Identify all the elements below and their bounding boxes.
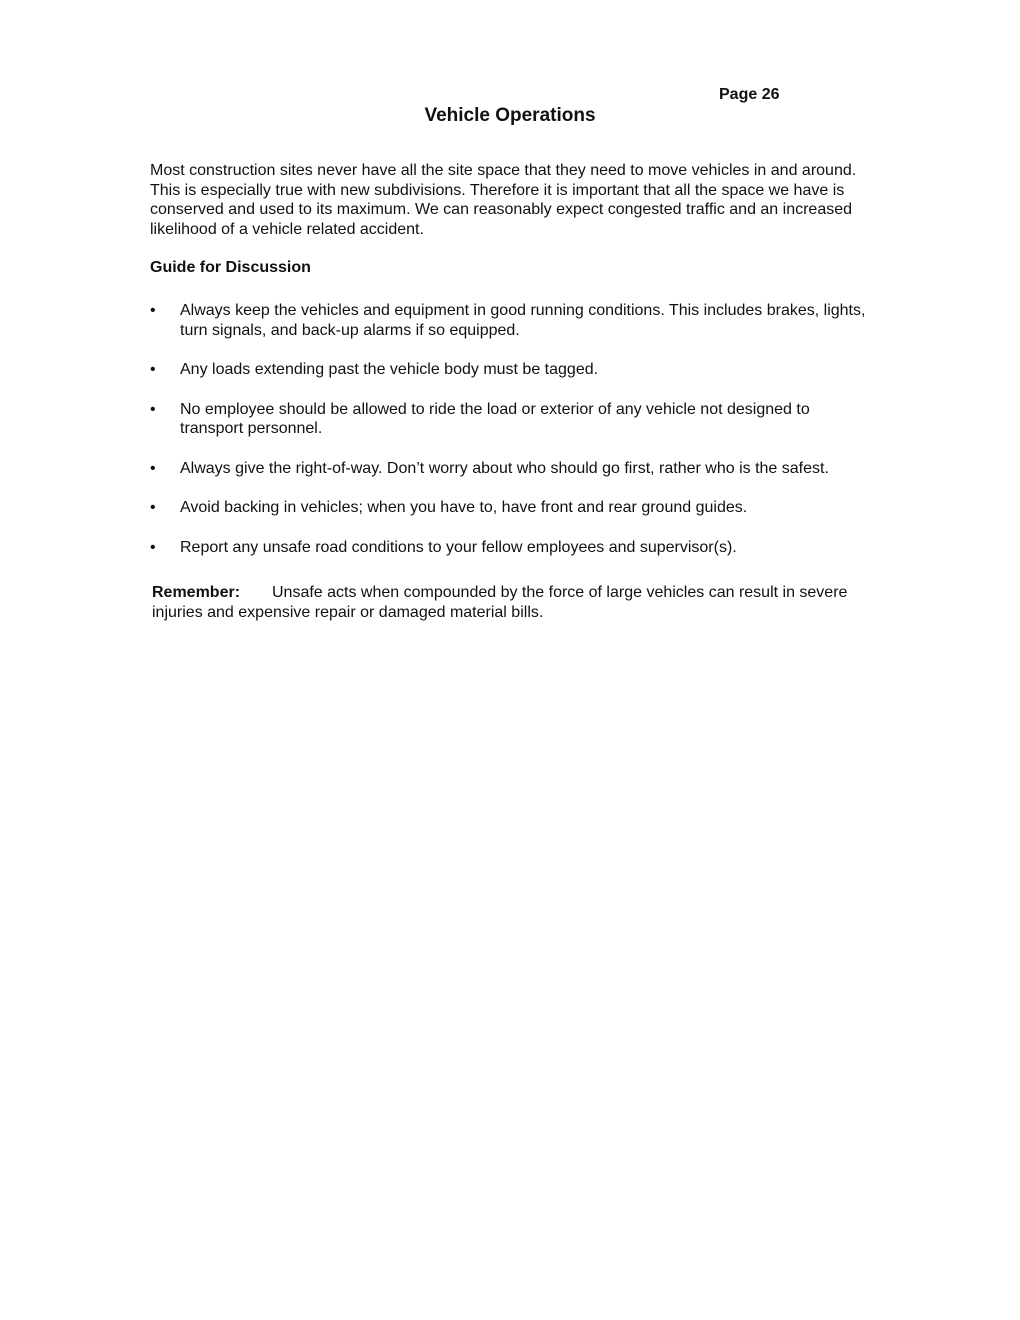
list-item-text: Always give the right-of-way. Don’t worry about who should go first, rather who is the safest.	[180, 459, 829, 477]
list-item-text: Avoid backing in vehicles; when you have to, have front and rear ground guides.	[180, 499, 748, 516]
list-item-text: No employee should be allowed to ride the load or exterior of any vehicle not designed to transport personnel.	[180, 400, 810, 437]
list-item-text: Always keep the vehicles and equipment in good running conditions. This includes brakes, lights, turn signals, and back-up alarms if so equipped.	[180, 302, 866, 339]
intro-paragraph: Most construction sites never have all the site space that they need to move vehicles in and around. This is especially true with new subdivisions. Therefore it is important that all the space we have is conserved and used to its maximum. We can reasonably expect congested traffic and an increased likelihood of a vehicle related accident.	[150, 162, 857, 238]
list-item	[150, 301, 875, 340]
list-item	[150, 459, 875, 479]
bullet-icon: •	[150, 400, 156, 418]
guide-heading: Guide for Discussion	[150, 259, 311, 276]
page-title: Vehicle Operations	[424, 105, 596, 126]
list-item	[150, 400, 875, 439]
bullet-icon: •	[150, 459, 156, 477]
list-item-text: Report any unsafe road conditions to your fellow employees and supervisor(s).	[180, 538, 737, 556]
remember-text: Unsafe acts when compounded by the force of large vehicles can result in severe injuries and expensive repair or damaged material bills.	[152, 584, 848, 621]
list-item	[150, 538, 875, 558]
list-item	[150, 360, 875, 380]
bullet-icon: •	[150, 538, 156, 556]
bullet-icon: •	[150, 361, 156, 378]
bullet-icon: •	[150, 302, 156, 319]
bullet-icon: •	[150, 499, 156, 516]
list-item	[150, 498, 875, 518]
remember-note	[152, 583, 862, 622]
page-number: Page 26	[719, 86, 780, 103]
discussion-list	[150, 301, 875, 557]
remember-label: Remember:	[152, 584, 241, 601]
list-item-text: Any loads extending past the vehicle body must be tagged.	[180, 361, 599, 378]
